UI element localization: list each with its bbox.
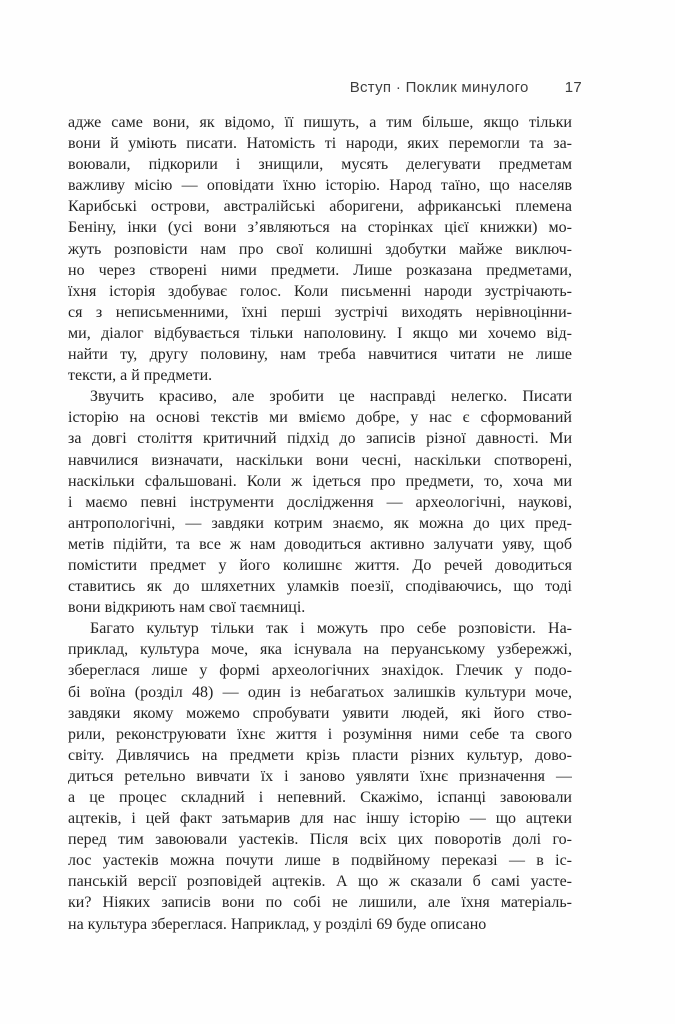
text-line: завдяки якому можемо спробувати уявити людей, які його ство-: [68, 704, 572, 722]
text-line: но через створені ними предмети. Лише розказана предметами,: [68, 261, 572, 279]
text-line: вони відкриють нам свої таємниці.: [68, 599, 306, 617]
text-line: Багато культур тільки так і можуть про себе розповісти. На-: [90, 620, 572, 638]
text-line: світу. Дивлячись на предмети крізь пласти різних культур, дово-: [68, 746, 572, 764]
text-line: диться ретельно вивчати їх і заново уявляти їхнє призначення —: [68, 767, 572, 785]
text-line: воювали, підкорили і знищили, мусять делегувати предметам: [68, 156, 572, 174]
paragraph: [68, 112, 572, 386]
text-line: приклад, культура моче, яка існувала на перуанському узбережжі,: [68, 641, 572, 659]
text-line: їхня історія здобуває голос. Коли письменні народи зустрічають-: [68, 282, 572, 300]
text-line: ставитись як до шляхетних уламків поезії, сподіваючись, що тоді: [68, 578, 572, 596]
text-line: Карибські острови, австралійські аборигени, африканські племена: [68, 198, 572, 216]
text-line: антропологічні, — завдяки котрим знаємо, як можна до цих пред-: [68, 514, 572, 532]
text-line: на культура збереглася. Наприклад, у розділі 69 буде описано: [68, 915, 487, 933]
text-line: найти ту, другу половину, нам треба навчитися читати не лише: [68, 346, 572, 364]
page-body: [68, 112, 572, 935]
text-line: жуть розповісти нам про свої колишні здобутки майже виключ-: [68, 240, 572, 258]
text-line: ки? Ніяких записів вони по собі не лишили, але їхня матеріаль-: [68, 894, 572, 912]
text-line: історію на основі текстів ми вміємо добре, у нас є сформований: [68, 409, 572, 427]
text-line: наскільки сфальшовані. Коли ж ідеться про предмети, то, хоча ми: [68, 472, 572, 490]
text-line: панській версії розповідей ацтеків. А що ж сказали б самі уасте-: [68, 873, 572, 891]
text-line: Беніну, інки (усі вони з’являються на сторінках цієї книжки) мо-: [68, 219, 572, 237]
text-line: навчилися визначати, наскільки вони чесні, наскільки спотворені,: [68, 451, 572, 469]
text-line: Звучить красиво, але зробити це насправді нелегко. Писати: [90, 388, 572, 406]
text-line: помістити предмет у його колишнє життя. До речей доводиться: [68, 556, 572, 574]
text-line: ми, діалог відбувається тільки наполовину. І якщо ми хочемо від-: [68, 324, 572, 342]
text-line: важливу місію — оповідати їхню історію. Народ таїно, що населяв: [68, 177, 572, 195]
text-line: і маємо певні інструменти дослідження — археологічні, наукові,: [68, 493, 572, 511]
text-line: ацтеків, і цей факт затьмарив для нас іншу історію — що ацтеки: [68, 810, 572, 828]
text-line: метів підійти, та все ж нам доводиться активно залучати уяву, щоб: [68, 535, 572, 553]
text-line: а це процес складний і непевний. Скажімо, іспанці завоювали: [68, 789, 572, 806]
text-line: адже саме вони, як відомо, її пишуть, а тим більше, якщо тільки: [68, 114, 572, 131]
text-line: ся з неписьменними, їхні перші зустрічі виходять нерівноцінни-: [68, 303, 572, 321]
text-line: тексти, а й предмети.: [68, 367, 213, 385]
paragraph: [68, 618, 572, 934]
paragraph: [68, 386, 572, 618]
text-line: бі воїна (розділ 48) — один із небагатьох залишків культури моче,: [68, 683, 572, 701]
running-header: [68, 80, 582, 96]
text-line: вони й уміють писати. Натомість ті народи, яких перемогли та за-: [68, 135, 572, 153]
running-title: Вступ · Поклик минулого: [349, 79, 529, 96]
text-line: перед тим завоювали уастеків. Після всіх цих поворотів долі го-: [68, 831, 572, 849]
text-line: рили, реконструювати їхнє життя і розуміння ними себе та свого: [68, 725, 572, 743]
page-number: 17: [564, 79, 582, 96]
text-line: збереглася лише у формі археологічних знахідок. Глечик у подо-: [68, 662, 572, 680]
text-line: лос уастеків можна почути лише в подвійному переказі — в іс-: [68, 852, 572, 870]
text-line: за довгі століття критичний підхід до записів різної давності. Ми: [68, 430, 572, 448]
